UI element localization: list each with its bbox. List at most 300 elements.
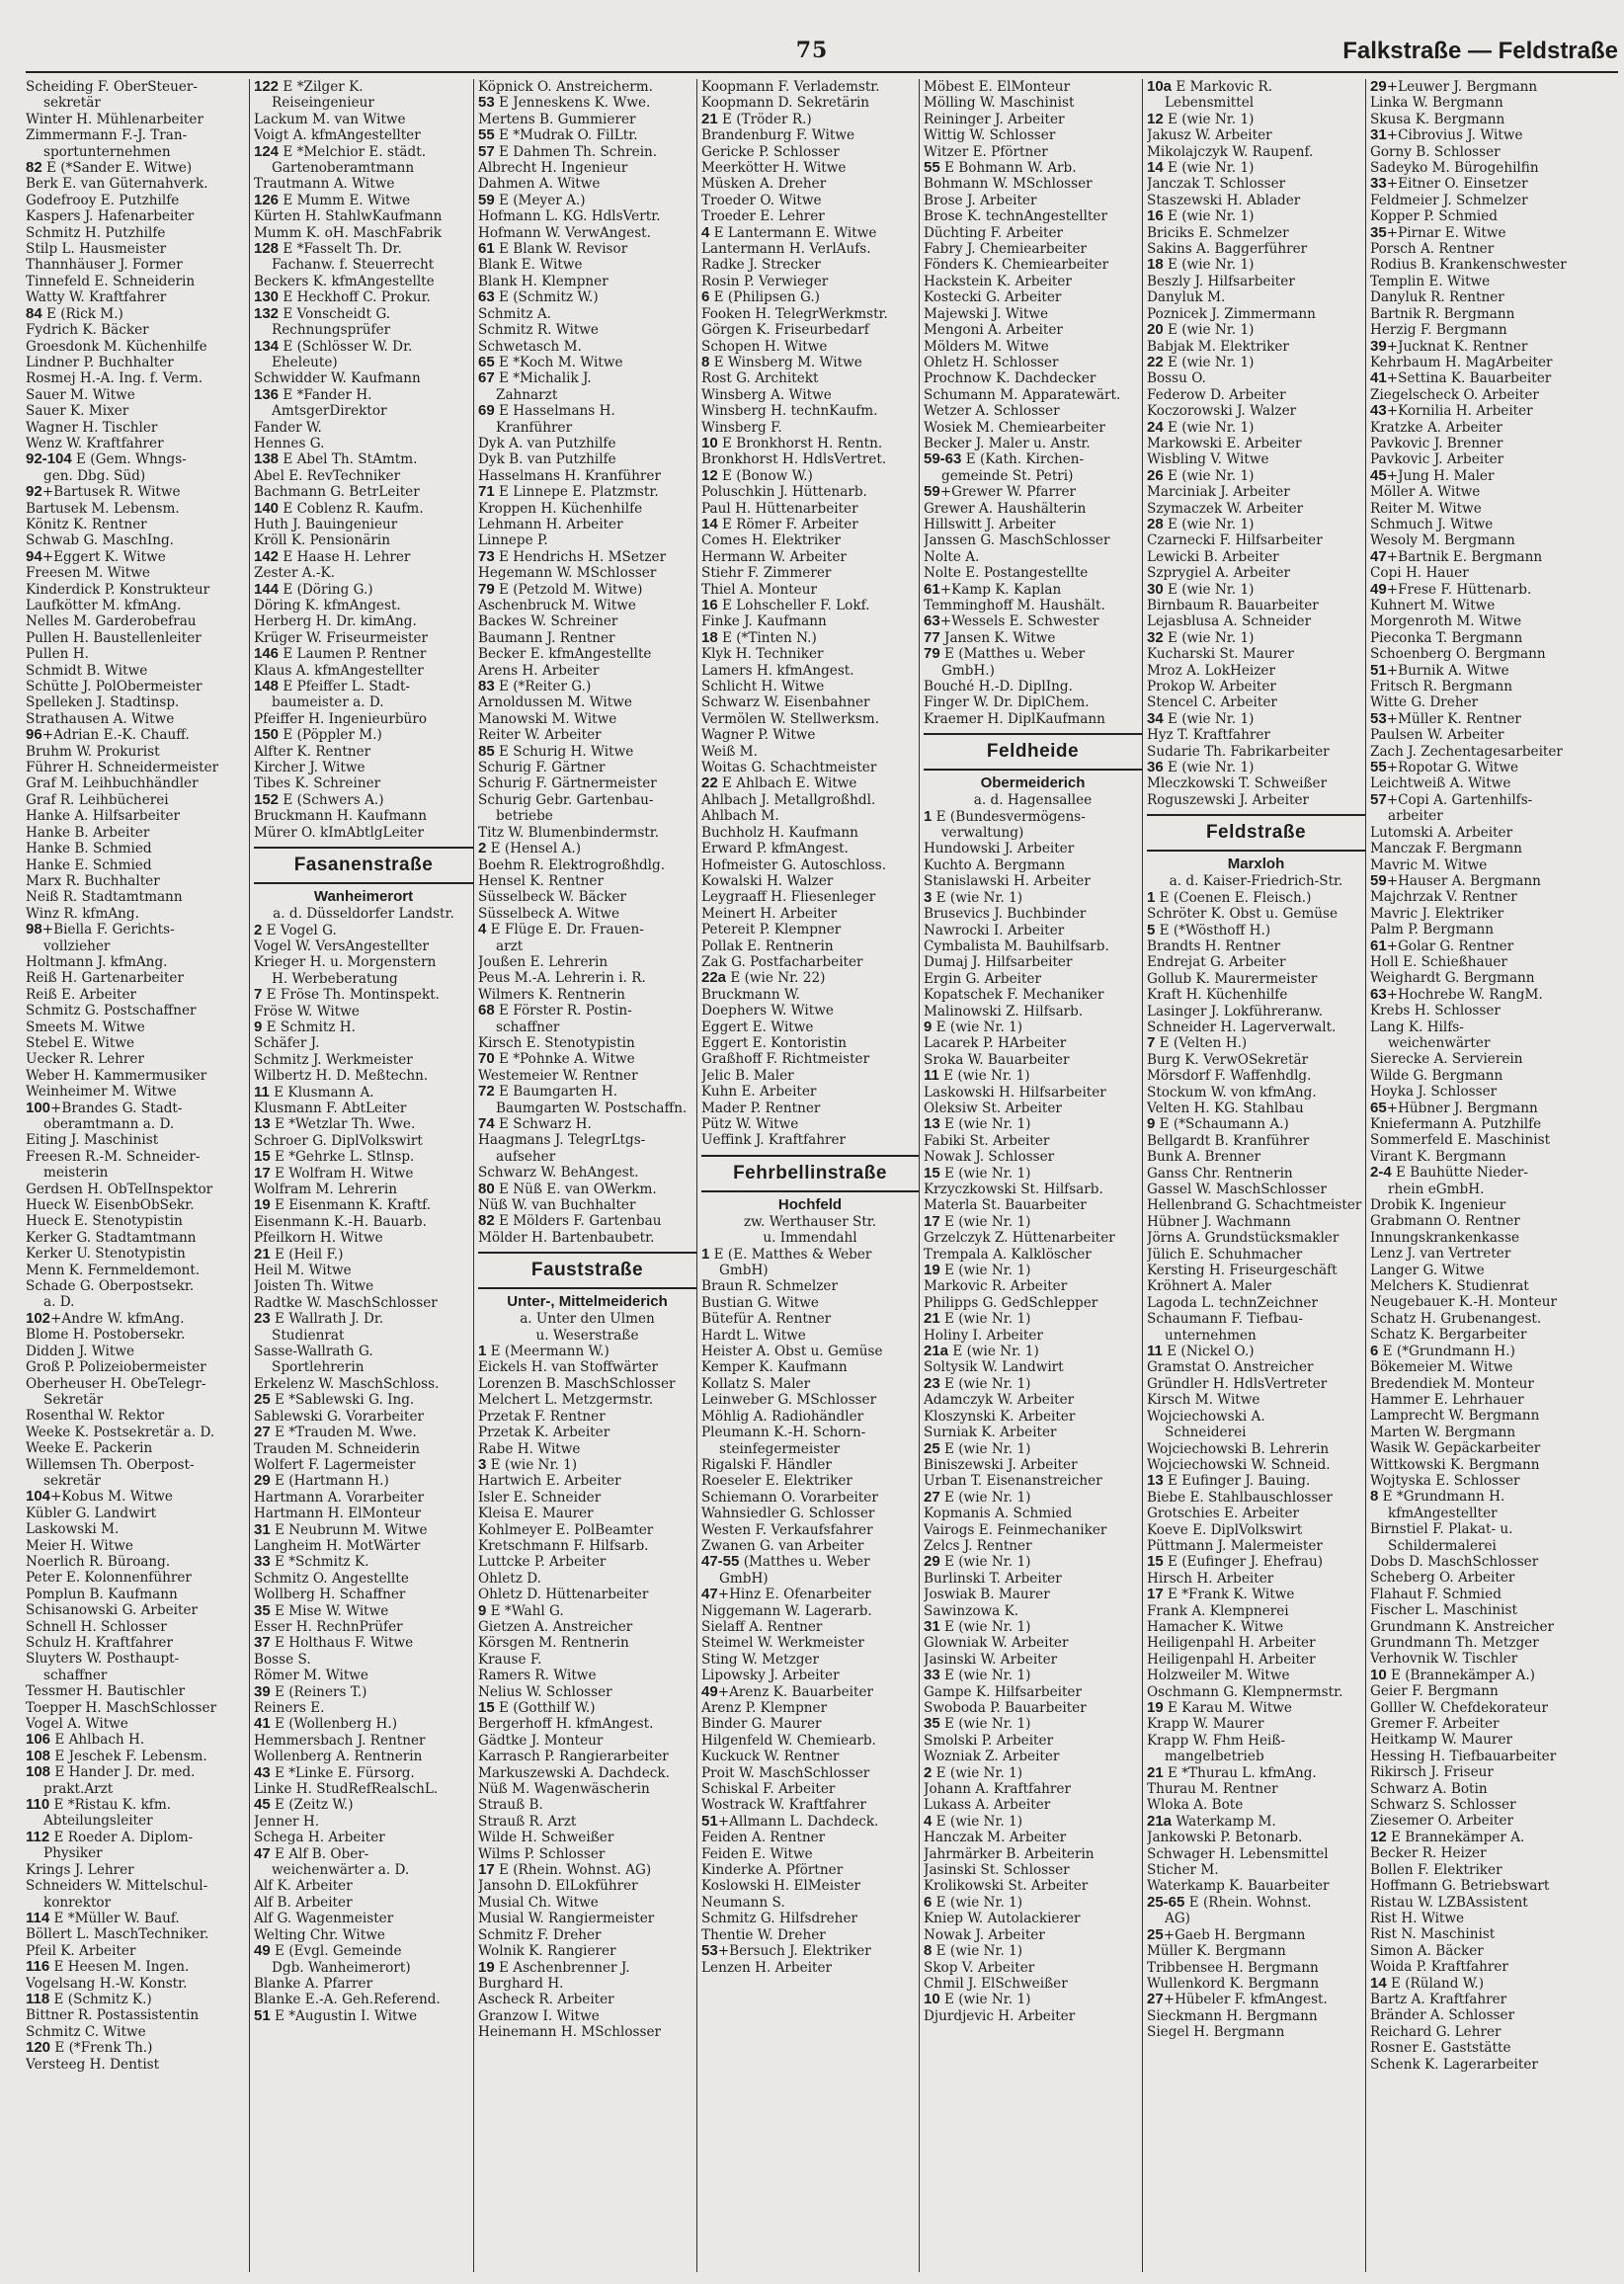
directory-entry: Rosenthal W. Rektor — [26, 1408, 165, 1425]
directory-entry: 11 E Klusmann A. — [254, 1084, 374, 1101]
directory-column — [249, 79, 473, 2272]
directory-entry: 28 E (wie Nr. 1) — [1147, 516, 1255, 532]
street-location-note: a. d. Hagensallee — [973, 792, 1093, 809]
directory-entry: Manczak F. Bergmann — [1370, 841, 1522, 857]
directory-entry: Hofmeister G. Autoschloss. — [701, 856, 887, 873]
directory-entry: Schurig Gebr. Gartenbau- — [478, 791, 654, 808]
directory-entry: Schmitz G. Hilfsdreher — [701, 1911, 857, 1927]
directory-entry: Joußen E. Lehrerin — [478, 953, 609, 970]
directory-entry: Feiden E. Witwe — [701, 1845, 813, 1862]
directory-entry: Blanke A. Pfarrer — [254, 1975, 373, 1992]
directory-entry: Uecker R. Lehrer — [26, 1051, 144, 1068]
directory-entry: verwaltung) — [941, 825, 1024, 842]
directory-entry: Schaumann F. Tiefbau- — [1147, 1311, 1303, 1328]
directory-entry: Hyz T. Kraftfahrer — [1147, 727, 1270, 744]
directory-entry: Rikirsch J. Friseur — [1370, 1764, 1494, 1781]
directory-entry: Jakusz W. Arbeiter — [1147, 127, 1272, 144]
directory-entry: Brose J. Arbeiter — [924, 192, 1037, 208]
directory-entry: Hartmann A. Vorarbeiter — [254, 1489, 425, 1506]
directory-entry: Welting Chr. Witwe — [254, 1926, 385, 1943]
directory-entry: Winsberg F. — [701, 419, 782, 436]
directory-entry: 2 E (wie Nr. 1) — [924, 1764, 1023, 1781]
directory-entry: Weeke K. Postsekretär a. D. — [26, 1424, 215, 1440]
directory-entry: Scheberg O. Arbeiter — [1370, 1570, 1515, 1587]
directory-entry: Rist N. Maschinist — [1370, 1926, 1496, 1943]
directory-entry: Mertens B. Gummierer — [478, 111, 636, 127]
directory-entry: Strauß R. Arzt — [478, 1813, 577, 1830]
directory-entry: Hanke B. Schmied — [26, 841, 152, 857]
directory-entry: Szprygiel A. Arbeiter — [1147, 565, 1290, 582]
directory-entry: Alf G. Wagenmeister — [254, 1911, 394, 1927]
street-heading: Fehrbellinstraße — [701, 1155, 919, 1192]
directory-entry: 59 E (Meyer A.) — [478, 192, 586, 208]
directory-entry: Kaspers J. Hafenarbeiter — [26, 208, 195, 225]
directory-entry: Mleczkowski T. Schweißer — [1147, 775, 1328, 792]
directory-entry: Sasse-Wallrath G. — [254, 1344, 373, 1360]
directory-entry: 25+Gaeb H. Bergmann — [1147, 1926, 1306, 1943]
directory-entry: Becker R. Heizer — [1370, 1845, 1487, 1862]
directory-entry: Bruckmann H. Kaufmann — [254, 808, 427, 825]
directory-entry: Heinemann H. MSchlosser — [478, 2024, 661, 2041]
directory-entry: Schäfer J. — [254, 1035, 320, 1052]
directory-entry: Peus M.-A. Lehrerin i. R. — [478, 970, 646, 987]
directory-entry: Römer M. Witwe — [254, 1668, 368, 1684]
directory-entry: 13 E *Wetzlar Th. Wwe. — [254, 1116, 416, 1133]
directory-entry: Hennes G. — [254, 435, 325, 451]
directory-entry: Schroer G. DiplVolkswirt — [254, 1132, 423, 1149]
directory-entry: 116 E Heesen M. Ingen. — [26, 1959, 190, 1976]
directory-entry: 136 E *Fander H. — [254, 386, 372, 403]
directory-entry: Alf K. Arbeiter — [254, 1878, 353, 1895]
directory-entry: Kürten H. StahlwKaufmann — [254, 208, 443, 225]
directory-entry: Schwarz W. BehAngest. — [478, 1165, 639, 1182]
directory-entry: Reiter M. Witwe — [1370, 500, 1482, 517]
directory-entry: 37 E Holthaus F. Witwe — [254, 1635, 414, 1652]
directory-entry: Winsberg H. technKaufm. — [701, 403, 878, 420]
street-heading: Fauststraße — [478, 1252, 696, 1289]
directory-entry: Arenz P. Klempner — [701, 1700, 828, 1716]
directory-entry: 94+Eggert K. Witwe — [26, 548, 166, 565]
directory-entry: 8 E (wie Nr. 1) — [924, 1943, 1023, 1960]
directory-entry: 16 E Lohscheller F. Lokf. — [701, 598, 870, 613]
directory-entry: Lantermann H. VerlAufs. — [701, 241, 871, 258]
directory-entry: Gartenoberamtmann — [272, 160, 415, 177]
directory-entry: GmbH) — [719, 1570, 769, 1587]
directory-entry: Krapp W. Fhm Heiß- — [1147, 1732, 1286, 1749]
directory-entry: 35+Pirnar E. Witwe — [1370, 224, 1506, 241]
directory-entry: 3 E (wie Nr. 1) — [478, 1456, 578, 1473]
directory-entry: Bartnik R. Bergmann — [1370, 305, 1515, 322]
directory-entry: Brandts H. Rentner — [1147, 938, 1281, 954]
directory-entry: 1 E (Bundesvermögens- — [924, 808, 1086, 825]
directory-entry: Müsken A. Dreher — [701, 176, 827, 193]
directory-entry: Zak G. Postfacharbeiter — [701, 953, 863, 970]
directory-entry: Krüger W. Friseurmeister — [254, 629, 429, 646]
directory-entry: Bartusek M. Lebensm. — [26, 500, 180, 517]
directory-entry: 45+Jung H. Maler — [1370, 467, 1495, 484]
district-heading: Unter-, Mittelmeiderich — [507, 1293, 668, 1311]
directory-entry: Wollenberg A. Rentnerin — [254, 1749, 423, 1765]
directory-entry: 26 E (wie Nr. 1) — [1147, 467, 1255, 484]
directory-entry: Temminghoff M. Haushält. — [924, 598, 1105, 613]
directory-entry: 24 E (wie Nr. 1) — [1147, 419, 1255, 436]
directory-entry: Pomplun B. Kaufmann — [26, 1586, 178, 1602]
directory-entry: Surniak K. Arbeiter — [924, 1425, 1057, 1441]
directory-entry: Lehmann H. Arbeiter — [478, 516, 623, 532]
directory-entry: 15 E (Eufinger J. Ehefrau) — [1147, 1554, 1324, 1571]
directory-entry: Krapp W. Maurer — [1147, 1716, 1264, 1733]
directory-entry: Lejasblusa A. Schneider — [1147, 613, 1312, 630]
directory-entry: Vogel W. VersAngestellter — [254, 938, 429, 954]
directory-entry: Schurig F. Gärtnermeister — [478, 775, 657, 792]
directory-entry: 43 E *Linke E. Fürsorg. — [254, 1764, 415, 1781]
directory-entry: Bruhm W. Prokurist — [26, 743, 160, 760]
directory-entry: Leinweber G. MSchlosser — [701, 1392, 877, 1409]
directory-entry: Neiß R. Stadtamtmann — [26, 889, 183, 906]
directory-entry: 22a E (wie Nr. 22) — [701, 970, 826, 987]
directory-entry: 31+Cibrovius J. Witwe — [1370, 127, 1523, 144]
directory-entry: Birnstiel F. Plakat- u. — [1370, 1521, 1513, 1538]
directory-entry: Rigalski F. Händler — [701, 1456, 832, 1473]
directory-entry: Holiny I. Arbeiter — [924, 1327, 1043, 1344]
directory-entry: H. Werbeberatung — [272, 970, 398, 987]
directory-entry: Ueffink J. Kraftfahrer — [701, 1132, 847, 1149]
directory-entry: Mavric M. Witwe — [1370, 856, 1488, 873]
directory-entry: Finger W. Dr. DiplChem. — [924, 694, 1090, 711]
directory-entry: 9 E *Wahl G. — [478, 1602, 564, 1619]
directory-entry: Weiß M. — [701, 743, 758, 760]
directory-entry: 23 E (wie Nr. 1) — [924, 1375, 1031, 1392]
directory-entry: 15 E (wie Nr. 1) — [924, 1165, 1031, 1182]
directory-entry: Steimel W. Werkmeister — [701, 1635, 864, 1652]
directory-entry: Heil M. Witwe — [254, 1263, 352, 1279]
directory-entry: Weinheimer M. Witwe — [26, 1084, 177, 1101]
directory-entry: 71 E Linnepe E. Platzmstr. — [478, 484, 659, 501]
directory-entry: Stanislawski H. Arbeiter — [924, 873, 1091, 890]
directory-entry: Neumann S. — [701, 1894, 785, 1911]
directory-entry: Poluschkin J. Hüttenarb. — [701, 484, 867, 501]
directory-entry: Flahaut F. Schmied — [1370, 1586, 1502, 1602]
directory-entry: Lukass A. Arbeiter — [924, 1797, 1051, 1814]
directory-entry: 65 E *Koch M. Witwe — [478, 354, 623, 370]
directory-entry: Melchert L. Metzgermstr. — [478, 1392, 654, 1409]
directory-entry: 92-104 E (Gem. Whngs- — [26, 451, 187, 468]
directory-entry: Skop V. Arbeiter — [924, 1959, 1035, 1976]
directory-entry: 14 E (Rüland W.) — [1370, 1975, 1484, 1992]
directory-column — [26, 79, 249, 2272]
directory-entry: 51 E *Augustin I. Witwe — [254, 2007, 418, 2024]
directory-entry: Rosin P. Verwieger — [701, 273, 829, 289]
directory-entry: unternehmen — [1165, 1327, 1257, 1344]
directory-entry: Siegel H. Bergmann — [1147, 2024, 1285, 2041]
directory-entry: konrektor — [43, 1894, 112, 1911]
directory-entry: Hofmann W. VerwAngest. — [478, 224, 651, 241]
directory-entry: Kröll K. Pensionärin — [254, 532, 390, 549]
directory-entry: Ristau W. LZBAssistent — [1370, 1894, 1528, 1911]
directory-entry: Ohletz H. Schlosser — [924, 354, 1059, 370]
directory-entry: weichenwärter a. D. — [272, 1862, 410, 1879]
directory-entry: Schiskal F. Arbeiter — [701, 1781, 836, 1798]
directory-entry: Adamczyk W. Arbeiter — [924, 1392, 1075, 1409]
directory-entry: 84 E (Rick M.) — [26, 305, 123, 322]
directory-entry: Brose K. technAngestellter — [924, 208, 1107, 225]
directory-entry: Mikolajczyk W. Raupenf. — [1147, 143, 1314, 160]
directory-entry: Bohmann W. MSchlosser — [924, 176, 1093, 193]
directory-entry: Nüß W. van Buchhalter — [478, 1197, 636, 1214]
directory-entry: Vermölen W. Stellwerksm. — [701, 710, 880, 727]
directory-column — [919, 79, 1142, 2272]
directory-entry: Gremer F. Arbeiter — [1370, 1716, 1500, 1733]
directory-entry: 102+Andre W. kfmAng. — [26, 1310, 185, 1327]
directory-entry: Przetak F. Rentner — [478, 1408, 606, 1425]
directory-entry: Schmuch J. Witwe — [1370, 516, 1494, 532]
directory-entry: Troeder O. Witwe — [701, 192, 822, 208]
directory-entry: Kretschmann F. Hilfsarb. — [478, 1537, 649, 1554]
directory-entry: Comes H. Elektriker — [701, 532, 841, 549]
directory-entry: Krolikowski St. Arbeiter — [924, 1878, 1089, 1895]
directory-entry: 51+Burnik A. Witwe — [1370, 662, 1509, 679]
directory-entry: 13 E (wie Nr. 1) — [924, 1116, 1031, 1133]
directory-entry: Hueck W. EisenbObSekr. — [26, 1197, 195, 1214]
directory-entry: Federow D. Arbeiter — [1147, 386, 1286, 403]
directory-entry: Schmitz R. Witwe — [478, 322, 599, 339]
directory-entry: GmbH.) — [941, 662, 995, 679]
directory-entry: Biniszewski J. Arbeiter — [924, 1456, 1078, 1473]
directory-entry: Frank A. Klempnerei — [1147, 1602, 1289, 1619]
directory-entry: Kopper P. Schmied — [1370, 208, 1498, 225]
directory-entry: Schneiderei — [1165, 1425, 1247, 1441]
directory-entry: 49+Arenz K. Bauarbeiter — [701, 1683, 874, 1700]
directory-entry: 144 E (Döring G.) — [254, 581, 373, 598]
directory-entry: Herberg H. Dr. kimAng. — [254, 613, 417, 630]
directory-entry: Janssen G. MaschSchlosser — [924, 532, 1110, 549]
directory-entry: Geier F. Bergmann — [1370, 1683, 1499, 1700]
directory-entry: Heiligenpahl H. Arbeiter — [1147, 1635, 1316, 1652]
directory-entry: Kuckuck W. Rentner — [701, 1749, 840, 1765]
directory-entry: Stockum W. von kfmAng. — [1147, 1084, 1317, 1101]
directory-entry: Lasinger J. Lokführeranw. — [1147, 1003, 1324, 1020]
street-heading: Feldstraße — [1147, 814, 1365, 852]
directory-entry: Gramstat O. Anstreicher — [1147, 1359, 1314, 1376]
directory-entry: Sommerfeld E. Maschinist — [1370, 1132, 1551, 1149]
directory-entry: Tribbensee H. Bergmann — [1147, 1959, 1319, 1976]
directory-entry: Gerdsen H. ObTelInspektor — [26, 1181, 213, 1197]
street-location-note: a. d. Kaiser-Friedrich-Str. — [1169, 873, 1343, 890]
directory-entry: 146 E Laumen P. Rentner — [254, 646, 427, 663]
directory-entry: Granzow I. Witwe — [478, 2007, 600, 2024]
directory-entry: Musial Ch. Witwe — [478, 1894, 599, 1911]
directory-entry: Schwetasch M. — [478, 338, 582, 355]
directory-entry: sportunternehmen — [43, 143, 171, 160]
directory-entry: Sting W. Metzger — [701, 1651, 819, 1668]
directory-entry: Didden J. Witwe — [26, 1343, 135, 1359]
directory-entry: Sielaff A. Rentner — [701, 1618, 823, 1635]
directory-entry: Ascheck R. Arbeiter — [478, 1992, 614, 2008]
directory-entry: 92+Bartusek R. Witwe — [26, 484, 181, 501]
directory-entry: Eggert E. Witwe — [701, 1019, 814, 1035]
directory-entry: Bittner R. Postassistentin — [26, 2007, 200, 2024]
directory-entry: Bergerhoff H. kfmAngest. — [478, 1716, 654, 1733]
directory-entry: Sroka W. Bauarbeiter — [924, 1051, 1070, 1068]
directory-entry: Stencel C. Arbeiter — [1147, 694, 1277, 711]
directory-entry: Wetzer A. Schlosser — [924, 403, 1060, 420]
directory-entry: Physiker — [43, 1845, 103, 1862]
running-head: Falkstraße — Feldstraße — [1342, 38, 1618, 64]
directory-entry: Schmitz H. Putzhilfe — [26, 224, 166, 241]
directory-entry: Krause F. — [478, 1651, 542, 1668]
directory-entry: Waterkamp K. Bauarbeiter — [1147, 1878, 1330, 1895]
directory-entry: 19 E Aschenbrenner J. — [478, 1959, 630, 1976]
directory-entry: 122 E *Zilger K. — [254, 79, 364, 95]
directory-entry: vollzieher — [43, 938, 111, 954]
directory-entry: Isler E. Schneider — [478, 1489, 602, 1506]
directory-entry: Rechnungsprüfer — [272, 322, 391, 339]
directory-entry: 33 E (wie Nr. 1) — [924, 1668, 1031, 1684]
directory-entry: Velten H. KG. Stahlbau — [1147, 1100, 1304, 1116]
directory-entry: Kleisa E. Maurer — [478, 1506, 594, 1522]
directory-entry: 41 E (Wollenberg H.) — [254, 1716, 398, 1733]
directory-entry: Lagoda L. technZeichner — [1147, 1294, 1318, 1311]
directory-entry: Stiehr F. Zimmerer — [701, 565, 832, 582]
directory-entry: Mölling W. Maschinist — [924, 95, 1075, 112]
directory-entry: Blank H. Klempner — [478, 273, 609, 289]
directory-entry: Körsgen M. Rentnerin — [478, 1635, 629, 1652]
directory-entry: 59+Hauser A. Bergmann — [1370, 872, 1541, 889]
directory-entry: Schildermalerei — [1388, 1537, 1497, 1554]
directory-entry: Hartwich E. Arbeiter — [478, 1473, 621, 1490]
directory-entry: 47+Hinz E. Ofenarbeiter — [701, 1587, 871, 1603]
directory-entry: Fander W. — [254, 419, 322, 436]
directory-entry: Versteeg H. Dentist — [26, 2056, 160, 2073]
directory-entry: Düchting F. Arbeiter — [924, 224, 1063, 241]
directory-entry: Pullen H. — [26, 646, 89, 663]
directory-entry: Mengoni A. Arbeiter — [924, 322, 1063, 339]
directory-entry: Dumaj J. Hilfsarbeiter — [924, 954, 1073, 971]
directory-entry: 29+Leuwer J. Bergmann — [1370, 79, 1538, 95]
district-heading: Obermeiderich — [980, 775, 1086, 792]
directory-entry: Fönders K. Chemiearbeiter — [924, 257, 1109, 274]
directory-entry: 41+Settina K. Bauarbeiter — [1370, 370, 1552, 387]
directory-entry: Sportlehrerin — [272, 1359, 365, 1376]
directory-entry: Trautmann A. Witwe — [254, 176, 395, 193]
directory-entry: Staszewski H. Ablader — [1147, 192, 1301, 208]
directory-entry: Reiseingenieur — [272, 95, 374, 112]
directory-entry: Gassel W. MaschSchlosser — [1147, 1182, 1327, 1197]
directory-entry: Schneider H. Lagerverwalt. — [1147, 1019, 1337, 1035]
directory-entry: Buchholz H. Kaufmann — [701, 824, 858, 841]
directory-entry: Kopatschek F. Mechaniker — [924, 987, 1104, 1004]
directory-entry: Ganss Chr. Rentnerin — [1147, 1165, 1293, 1182]
directory-entry: Görgen K. Friseurbedarf — [701, 322, 869, 339]
directory-entry: Wolfert F. Lagermeister — [254, 1456, 416, 1473]
directory-entry: 19 E (wie Nr. 1) — [924, 1263, 1031, 1279]
directory-entry: 16 E (wie Nr. 1) — [1147, 208, 1255, 225]
directory-entry: mangelbetrieb — [1165, 1749, 1264, 1765]
directory-entry: Wloka A. Bote — [1147, 1797, 1244, 1814]
directory-entry: Lebensmittel — [1165, 95, 1255, 112]
directory-entry: Kübler G. Landwirt — [26, 1505, 157, 1521]
directory-entry: Copi H. Hauer — [1370, 565, 1469, 582]
directory-entry: 33+Eitner O. Einsetzer — [1370, 176, 1528, 193]
directory-entry: Baumgarten W. Postschaffn. — [496, 1100, 688, 1116]
directory-entry: Wojciechowski B. Lehrerin — [1147, 1440, 1330, 1457]
directory-entry: Studienrat — [272, 1327, 345, 1344]
directory-entry: Zahnarzt — [496, 386, 558, 403]
directory-entry: Verhovnik W. Tischler — [1370, 1651, 1518, 1668]
directory-entry: Blome H. Postobersekr. — [26, 1327, 186, 1344]
directory-entry: Golller W. Chefdekorateur — [1370, 1699, 1548, 1716]
directory-entry: 65+Hübner J. Bergmann — [1370, 1100, 1538, 1116]
directory-entry: Schiemann O. Vorarbeiter — [701, 1489, 878, 1506]
directory-entry: Paul H. Hüttenarbeiter — [701, 500, 858, 517]
directory-columns — [26, 79, 1618, 2272]
directory-entry: Spelleken J. Stadtinsp. — [26, 694, 180, 711]
directory-entry: Innungskrankenkasse — [1370, 1229, 1520, 1246]
directory-entry: 114 E *Müller W. Bauf. — [26, 1910, 180, 1926]
directory-entry: Wesoly M. Bergmann — [1370, 532, 1515, 549]
directory-entry: Voigt A. kfmAngestellter — [254, 127, 421, 144]
directory-entry: Hammer E. Lehrhauer — [1370, 1391, 1524, 1408]
directory-entry: 134 E (Schlösser W. Dr. — [254, 338, 413, 355]
directory-entry: Kopmanis A. Schmied — [924, 1506, 1073, 1522]
directory-entry: Weber H. Kammermusiker — [26, 1067, 207, 1084]
directory-entry: Wolnik K. Rangierer — [478, 1943, 616, 1960]
directory-entry: Schumann M. Apparatewärt. — [924, 386, 1121, 403]
directory-entry: Lacarek P. HArbeiter — [924, 1035, 1067, 1052]
directory-entry: Kowalski H. Walzer — [701, 872, 834, 889]
directory-entry: 14 E Römer F. Arbeiter — [701, 516, 858, 532]
directory-entry: Wilbertz H. D. Meßtechn. — [254, 1068, 429, 1085]
directory-entry: 68 E Förster R. Postin- — [478, 1003, 632, 1020]
directory-entry: Sudarie Th. Fabrikarbeiter — [1147, 743, 1330, 760]
directory-entry: 132 E Vonscheidt G. — [254, 305, 391, 322]
directory-entry: Strathausen A. Witwe — [26, 710, 175, 727]
directory-entry: Rist H. Witwe — [1370, 1910, 1465, 1926]
directory-entry: Herzig F. Bergmann — [1370, 322, 1507, 339]
directory-entry: Winter H. Mühlenarbeiter — [26, 111, 203, 127]
directory-entry: 7 E (Velten H.) — [1147, 1035, 1248, 1052]
directory-entry: Cymbalista M. Bauhilfsarb. — [924, 938, 1109, 954]
directory-entry: Nelius W. Schlosser — [478, 1683, 612, 1700]
directory-column — [1142, 79, 1365, 2272]
directory-entry: Endrejat G. Arbeiter — [1147, 954, 1286, 971]
directory-entry: 74 E Schwarz H. — [478, 1116, 592, 1132]
directory-entry: Baumann J. Rentner — [478, 629, 615, 646]
directory-entry: Willemsen Th. Oberpost- — [26, 1456, 195, 1473]
directory-entry: Aschenbruck M. Witwe — [478, 598, 636, 613]
directory-entry: Manowski M. Witwe — [478, 710, 617, 727]
directory-entry: Niggemann W. Lagerarb. — [701, 1602, 872, 1619]
directory-entry: Schwidder W. Kaufmann — [254, 370, 421, 387]
directory-entry: Wilms P. Schlosser — [478, 1845, 606, 1862]
directory-entry: Nowak J. Schlosser — [924, 1149, 1055, 1166]
directory-entry: Kröhnert A. Maler — [1147, 1278, 1272, 1295]
directory-entry: Musial W. Rangiermeister — [478, 1911, 655, 1927]
directory-entry: Zwanen G. van Arbeiter — [701, 1537, 864, 1554]
directory-entry: Koopmann D. Sekretärin — [701, 95, 870, 112]
directory-entry: AmtsgerDirektor — [272, 403, 387, 420]
directory-entry: Heister A. Obst u. Gemüse — [701, 1344, 883, 1360]
directory-entry: Malinowski Z. Hilfsarb. — [924, 1003, 1084, 1020]
directory-entry: 1 E (E. Matthes & Weber — [701, 1246, 872, 1263]
directory-entry: 98+Biella F. Gerichts- — [26, 922, 175, 938]
directory-entry: 6 E (Philipsen G.) — [701, 289, 820, 306]
directory-entry: Schmitz F. Dreher — [478, 1926, 602, 1943]
directory-entry: 9 E Schmitz H. — [254, 1019, 356, 1035]
directory-entry: 140 E Coblenz R. Kaufm. — [254, 500, 424, 517]
street-location-note: u. Weserstraße — [535, 1327, 639, 1344]
directory-entry: 55+Ropotar G. Witwe — [1370, 760, 1519, 776]
